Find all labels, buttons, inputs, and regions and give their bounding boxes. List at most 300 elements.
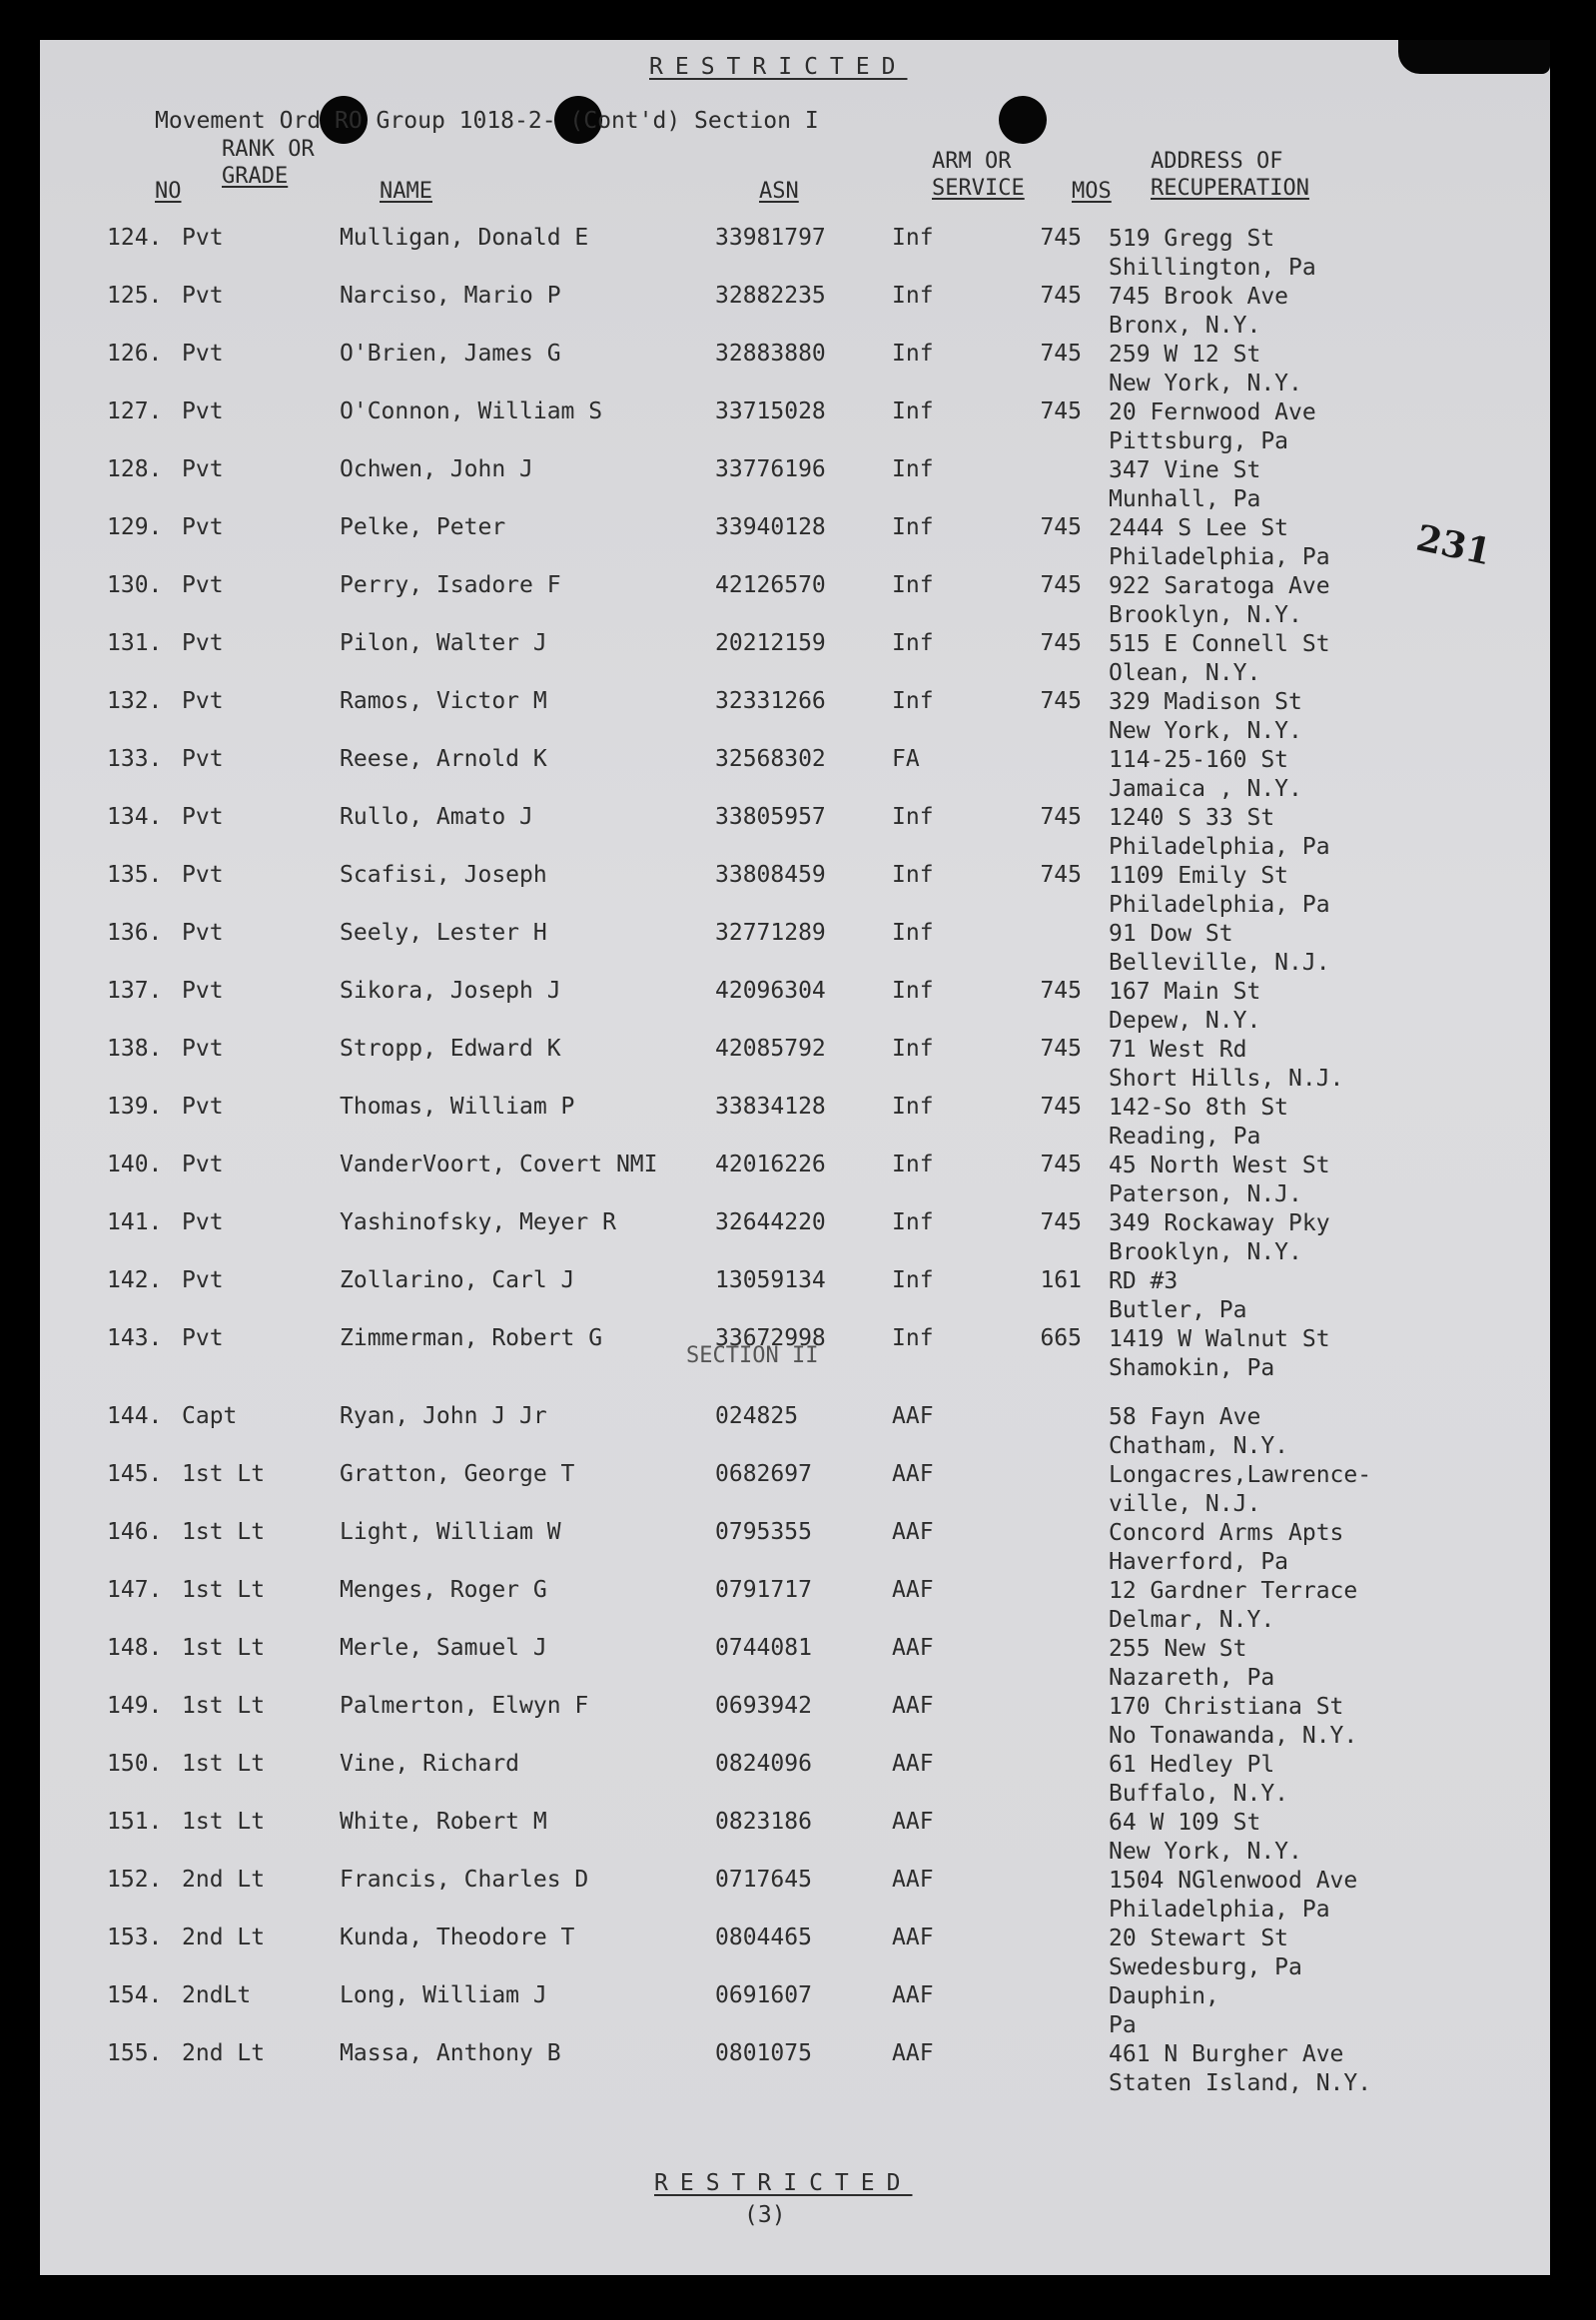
roster-row — [0, 1635, 1510, 1693]
address-line-1: 255 New St — [1109, 1636, 1247, 1662]
entry-number: 134. — [107, 804, 163, 830]
address-line-2: Shamokin, Pa — [1109, 1355, 1275, 1381]
recuperation-address — [1109, 1209, 1330, 1267]
address-line-2: Philadelphia, Pa — [1109, 1897, 1330, 1923]
roster-row — [0, 630, 1510, 688]
address-line-1: 745 Brook Ave — [1109, 284, 1289, 310]
recuperation-address — [1109, 283, 1288, 341]
soldier-name: Pelke, Peter — [340, 514, 506, 540]
rank: Pvt — [182, 630, 224, 656]
service-number: 42126570 — [715, 572, 826, 598]
entry-number: 155. — [107, 2040, 163, 2066]
entry-number: 146. — [107, 1519, 163, 1545]
soldier-name: Mulligan, Donald E — [340, 225, 589, 251]
address-line-1: Dauphin, — [1109, 1983, 1219, 2009]
roster-row — [0, 572, 1510, 630]
service-number: 33981797 — [715, 225, 826, 251]
entry-number: 136. — [107, 920, 163, 946]
service-number: 42085792 — [715, 1036, 826, 1062]
rank: Pvt — [182, 804, 224, 830]
address-line-2: Shillington, Pa — [1109, 255, 1316, 281]
entry-number: 150. — [107, 1751, 163, 1777]
rank: Pvt — [182, 341, 224, 367]
roster-row — [0, 1036, 1510, 1094]
recuperation-address — [1109, 746, 1302, 804]
entry-number: 130. — [107, 572, 163, 598]
address-line-1: RD #3 — [1109, 1268, 1179, 1294]
mos-code: 745 — [1040, 1094, 1082, 1120]
service-number: 32771289 — [715, 920, 826, 946]
roster-row — [0, 1403, 1510, 1461]
service-number: 0791717 — [715, 1577, 812, 1603]
rank: Pvt — [182, 746, 224, 772]
recuperation-address — [1109, 1461, 1371, 1519]
rank: Pvt — [182, 978, 224, 1004]
address-line-2: Haverford, Pa — [1109, 1549, 1289, 1575]
soldier-name: O'Connon, William S — [340, 398, 603, 424]
mos-code: 745 — [1040, 283, 1082, 309]
address-line-1: 515 E Connell St — [1109, 631, 1330, 657]
soldier-name: Sikora, Joseph J — [340, 978, 561, 1004]
address-line-1: 167 Main St — [1109, 979, 1261, 1005]
recuperation-address — [1109, 1325, 1330, 1383]
soldier-name: Massa, Anthony B — [340, 2040, 561, 2066]
arm-or-service: AAF — [892, 1925, 934, 1950]
service-number: 42016226 — [715, 1152, 826, 1177]
rank: Pvt — [182, 1209, 224, 1235]
rank: Pvt — [182, 514, 224, 540]
torn-corner — [1398, 40, 1550, 74]
address-line-2: Swedesburg, Pa — [1109, 1954, 1302, 1980]
service-number: 33715028 — [715, 398, 826, 424]
soldier-name: Thomas, William P — [340, 1094, 575, 1120]
rank: Pvt — [182, 1152, 224, 1177]
roster-row — [0, 1982, 1510, 2040]
soldier-name: Merle, Samuel J — [340, 1635, 547, 1661]
section-2-title: SECTION II — [686, 1343, 819, 1368]
roster-row — [0, 978, 1510, 1036]
soldier-name: Stropp, Edward K — [340, 1036, 561, 1062]
recuperation-address — [1109, 1925, 1302, 1982]
soldier-name: Palmerton, Elwyn F — [340, 1693, 589, 1719]
soldier-name: Scafisi, Joseph — [340, 862, 547, 888]
arm-or-service: Inf — [892, 514, 934, 540]
roster-row — [0, 225, 1510, 283]
soldier-name: Vine, Richard — [340, 1751, 520, 1777]
soldier-name: VanderVoort, Covert NMI — [340, 1152, 658, 1177]
service-number: 33776196 — [715, 456, 826, 482]
recuperation-address — [1109, 688, 1302, 746]
mos-code: 745 — [1040, 1152, 1082, 1177]
service-number: 33834128 — [715, 1094, 826, 1120]
classification-header: RESTRICTED — [649, 54, 908, 80]
recuperation-address — [1109, 1267, 1246, 1325]
roster-row — [0, 1209, 1510, 1267]
address-line-2: Olean, N.Y. — [1109, 660, 1261, 686]
service-number: 33672998 — [715, 1325, 826, 1351]
recuperation-address — [1109, 630, 1330, 688]
rank: Pvt — [182, 283, 224, 309]
address-line-1: 91 Dow St — [1109, 921, 1233, 947]
arm-or-service: AAF — [892, 2040, 934, 2066]
recuperation-address — [1109, 1403, 1288, 1461]
service-number: 0795355 — [715, 1519, 812, 1545]
arm-or-service: AAF — [892, 1751, 934, 1777]
service-number: 0804465 — [715, 1925, 812, 1950]
service-number: 0824096 — [715, 1751, 812, 1777]
entry-number: 151. — [107, 1809, 163, 1835]
soldier-name: Reese, Arnold K — [340, 746, 547, 772]
address-line-1: 20 Fernwood Ave — [1109, 399, 1316, 425]
address-line-2: Pittsburg, Pa — [1109, 428, 1289, 454]
rank: Capt — [182, 1403, 238, 1429]
recuperation-address — [1109, 514, 1330, 572]
address-line-2: New York, N.Y. — [1109, 1839, 1302, 1865]
col-arm-header: ARM OR SERVICE — [932, 149, 1025, 201]
rank: 1st Lt — [182, 1809, 266, 1835]
arm-or-service: Inf — [892, 341, 934, 367]
punch-hole — [999, 96, 1047, 144]
roster-row — [0, 456, 1510, 514]
entry-number: 131. — [107, 630, 163, 656]
rank: 1st Lt — [182, 1577, 266, 1603]
arm-or-service: AAF — [892, 1635, 934, 1661]
address-line-2: No Tonawanda, N.Y. — [1109, 1723, 1358, 1749]
arm-or-service: Inf — [892, 225, 934, 251]
roster-row — [0, 1519, 1510, 1577]
soldier-name: Light, William W — [340, 1519, 561, 1545]
order-reference: Movement Ord RO Group 1018-2- (Cont'd) Section I — [155, 108, 819, 134]
address-line-2: Butler, Pa — [1109, 1297, 1247, 1323]
soldier-name: Long, William J — [340, 1982, 547, 2008]
col-mos-header: MOS — [1072, 179, 1112, 204]
address-line-1: 922 Saratoga Ave — [1109, 573, 1330, 599]
arm-or-service: AAF — [892, 1809, 934, 1835]
recuperation-address — [1109, 1693, 1357, 1751]
arm-or-service: AAF — [892, 1577, 934, 1603]
address-line-1: Longacres,Lawrence- — [1109, 1462, 1372, 1488]
address-line-2: Bronx, N.Y. — [1109, 313, 1261, 339]
roster-row — [0, 1267, 1510, 1325]
address-line-1: 142-So 8th St — [1109, 1095, 1289, 1121]
address-line-2: Philadelphia, Pa — [1109, 892, 1330, 918]
address-line-1: 1419 W Walnut St — [1109, 1326, 1330, 1352]
mos-code: 665 — [1040, 1325, 1082, 1351]
rank: 2nd Lt — [182, 1925, 266, 1950]
rank: Pvt — [182, 920, 224, 946]
service-number: 0801075 — [715, 2040, 812, 2066]
service-number: 024825 — [715, 1403, 799, 1429]
entry-number: 147. — [107, 1577, 163, 1603]
soldier-name: Gratton, George T — [340, 1461, 575, 1487]
rank: 2nd Lt — [182, 1867, 266, 1893]
entry-number: 138. — [107, 1036, 163, 1062]
address-line-1: 114-25-160 St — [1109, 747, 1289, 773]
mos-code: 745 — [1040, 978, 1082, 1004]
recuperation-address — [1109, 804, 1330, 862]
entry-number: 148. — [107, 1635, 163, 1661]
arm-or-service: Inf — [892, 1209, 934, 1235]
service-number: 0744081 — [715, 1635, 812, 1661]
address-line-1: 64 W 109 St — [1109, 1810, 1261, 1836]
service-number: 20212159 — [715, 630, 826, 656]
soldier-name: Zollarino, Carl J — [340, 1267, 575, 1293]
service-number: 0693942 — [715, 1693, 812, 1719]
mos-code: 745 — [1040, 341, 1082, 367]
arm-or-service: Inf — [892, 1267, 934, 1293]
mos-code: 745 — [1040, 572, 1082, 598]
service-number: 32882235 — [715, 283, 826, 309]
roster-row — [0, 1867, 1510, 1925]
soldier-name: Menges, Roger G — [340, 1577, 547, 1603]
address-line-2: Staten Island, N.Y. — [1109, 2070, 1372, 2096]
address-line-2: Reading, Pa — [1109, 1124, 1261, 1150]
recuperation-address — [1109, 341, 1302, 398]
recuperation-address — [1109, 862, 1330, 920]
soldier-name: Seely, Lester H — [340, 920, 547, 946]
mos-code: 745 — [1040, 225, 1082, 251]
rank: 1st Lt — [182, 1693, 266, 1719]
address-line-2: New York, N.Y. — [1109, 371, 1302, 396]
entry-number: 132. — [107, 688, 163, 714]
address-line-2: Pa — [1109, 2012, 1137, 2038]
address-line-2: Delmar, N.Y. — [1109, 1607, 1275, 1633]
mos-code: 745 — [1040, 630, 1082, 656]
address-line-1: 20 Stewart St — [1109, 1926, 1289, 1951]
roster-row — [0, 862, 1510, 920]
arm-or-service: Inf — [892, 1036, 934, 1062]
rank: Pvt — [182, 572, 224, 598]
col-name-header: NAME — [380, 179, 432, 204]
soldier-name: Narciso, Mario P — [340, 283, 561, 309]
rank: Pvt — [182, 398, 224, 424]
address-line-2: Depew, N.Y. — [1109, 1008, 1261, 1034]
soldier-name: Ramos, Victor M — [340, 688, 547, 714]
arm-or-service: AAF — [892, 1867, 934, 1893]
roster-row — [0, 1809, 1510, 1867]
recuperation-address — [1109, 1577, 1357, 1635]
roster-row — [0, 1152, 1510, 1209]
soldier-name: White, Robert M — [340, 1809, 547, 1835]
recuperation-address — [1109, 225, 1316, 283]
mos-code: 745 — [1040, 1209, 1082, 1235]
recuperation-address — [1109, 1809, 1302, 1867]
arm-or-service: Inf — [892, 398, 934, 424]
entry-number: 125. — [107, 283, 163, 309]
address-line-2: ville, N.J. — [1109, 1491, 1261, 1517]
arm-or-service: Inf — [892, 688, 934, 714]
arm-or-service: Inf — [892, 1094, 934, 1120]
mos-code: 745 — [1040, 804, 1082, 830]
service-number: 0691607 — [715, 1982, 812, 2008]
roster-row — [0, 1925, 1510, 1982]
soldier-name: Perry, Isadore F — [340, 572, 561, 598]
soldier-name: Zimmerman, Robert G — [340, 1325, 603, 1351]
roster-row — [0, 1577, 1510, 1635]
entry-number: 143. — [107, 1325, 163, 1351]
rank: Pvt — [182, 225, 224, 251]
address-line-1: 349 Rockaway Pky — [1109, 1210, 1330, 1236]
entry-number: 153. — [107, 1925, 163, 1950]
recuperation-address — [1109, 1982, 1219, 2040]
entry-number: 137. — [107, 978, 163, 1004]
entry-number: 142. — [107, 1267, 163, 1293]
soldier-name: O'Brien, James G — [340, 341, 561, 367]
entry-number: 154. — [107, 1982, 163, 2008]
service-number: 13059134 — [715, 1267, 826, 1293]
rank: Pvt — [182, 862, 224, 888]
mos-code: 745 — [1040, 1036, 1082, 1062]
address-line-2: New York, N.Y. — [1109, 718, 1302, 744]
recuperation-address — [1109, 1519, 1343, 1577]
mos-code: 161 — [1040, 1267, 1082, 1293]
rank: 2ndLt — [182, 1982, 252, 2008]
soldier-name: Yashinofsky, Meyer R — [340, 1209, 616, 1235]
arm-or-service: Inf — [892, 1152, 934, 1177]
soldier-name: Rullo, Amato J — [340, 804, 533, 830]
address-line-1: 519 Gregg St — [1109, 226, 1275, 252]
service-number: 0717645 — [715, 1867, 812, 1893]
recuperation-address — [1109, 456, 1260, 514]
roster-row — [0, 1461, 1510, 1519]
recuperation-address — [1109, 1635, 1274, 1693]
recuperation-address — [1109, 920, 1330, 978]
soldier-name: Pilon, Walter J — [340, 630, 547, 656]
address-line-1: 1504 NGlenwood Ave — [1109, 1868, 1358, 1894]
address-line-1: 71 West Rd — [1109, 1037, 1247, 1063]
soldier-name: Ryan, John J Jr — [340, 1403, 547, 1429]
entry-number: 140. — [107, 1152, 163, 1177]
rank: 1st Lt — [182, 1635, 266, 1661]
service-number: 32644220 — [715, 1209, 826, 1235]
address-line-1: 1240 S 33 St — [1109, 805, 1275, 831]
address-line-1: 461 N Burgher Ave — [1109, 2041, 1344, 2067]
entry-number: 149. — [107, 1693, 163, 1719]
address-line-1: 170 Christiana St — [1109, 1694, 1344, 1720]
col-address-header: ADDRESS OF RECUPERATION — [1151, 149, 1309, 201]
address-line-1: 347 Vine St — [1109, 457, 1261, 483]
entry-number: 144. — [107, 1403, 163, 1429]
rank: Pvt — [182, 1267, 224, 1293]
entry-number: 127. — [107, 398, 163, 424]
soldier-name: Francis, Charles D — [340, 1867, 589, 1893]
roster-row — [0, 746, 1510, 804]
classification-footer: RESTRICTED — [654, 2170, 913, 2196]
address-line-1: 58 Fayn Ave — [1109, 1404, 1261, 1430]
address-line-1: 2444 S Lee St — [1109, 515, 1289, 541]
arm-or-service: Inf — [892, 804, 934, 830]
entry-number: 135. — [107, 862, 163, 888]
address-line-2: Short Hills, N.J. — [1109, 1066, 1344, 1092]
mos-code: 745 — [1040, 514, 1082, 540]
address-line-2: Brooklyn, N.Y. — [1109, 1239, 1302, 1265]
rank: Pvt — [182, 1094, 224, 1120]
page-stamp: 231 — [1412, 516, 1495, 574]
mos-code: 745 — [1040, 688, 1082, 714]
service-number: 33808459 — [715, 862, 826, 888]
entry-number: 133. — [107, 746, 163, 772]
col-no-header: NO — [155, 179, 182, 204]
arm-or-service: AAF — [892, 1693, 934, 1719]
roster-row — [0, 341, 1510, 398]
service-number: 42096304 — [715, 978, 826, 1004]
mos-code: 745 — [1040, 862, 1082, 888]
address-line-1: Concord Arms Apts — [1109, 1520, 1344, 1546]
address-line-2: Paterson, N.J. — [1109, 1181, 1302, 1207]
arm-or-service: AAF — [892, 1403, 934, 1429]
arm-or-service: Inf — [892, 456, 934, 482]
soldier-name: Ochwen, John J — [340, 456, 533, 482]
arm-or-service: AAF — [892, 1982, 934, 2008]
address-line-2: Munhall, Pa — [1109, 486, 1261, 512]
entry-number: 128. — [107, 456, 163, 482]
service-number: 32331266 — [715, 688, 826, 714]
roster-row — [0, 804, 1510, 862]
rank: Pvt — [182, 456, 224, 482]
col-asn-header: ASN — [759, 179, 799, 204]
address-line-1: 259 W 12 St — [1109, 342, 1261, 368]
arm-or-service: Inf — [892, 1325, 934, 1351]
rank: 1st Lt — [182, 1751, 266, 1777]
service-number: 32883880 — [715, 341, 826, 367]
arm-or-service: FA — [892, 746, 920, 772]
mos-code: 745 — [1040, 398, 1082, 424]
address-line-2: Buffalo, N.Y. — [1109, 1781, 1289, 1807]
rank: 2nd Lt — [182, 2040, 266, 2066]
recuperation-address — [1109, 978, 1260, 1036]
arm-or-service: Inf — [892, 920, 934, 946]
entry-number: 152. — [107, 1867, 163, 1893]
col-grade-header: RANK OR GRADE — [222, 137, 315, 189]
recuperation-address — [1109, 398, 1316, 456]
roster-row — [0, 514, 1510, 572]
roster-row — [0, 2040, 1510, 2098]
roster-row — [0, 1751, 1510, 1809]
page-number: (3) — [744, 2202, 786, 2228]
recuperation-address — [1109, 2040, 1371, 2098]
recuperation-address — [1109, 1867, 1357, 1925]
address-line-1: 1109 Emily St — [1109, 863, 1289, 889]
recuperation-address — [1109, 1036, 1343, 1094]
arm-or-service: Inf — [892, 283, 934, 309]
recuperation-address — [1109, 572, 1330, 630]
roster-row — [0, 398, 1510, 456]
address-line-1: 12 Gardner Terrace — [1109, 1578, 1358, 1604]
recuperation-address — [1109, 1152, 1330, 1209]
arm-or-service: Inf — [892, 862, 934, 888]
arm-or-service: Inf — [892, 572, 934, 598]
address-line-1: 329 Madison St — [1109, 689, 1302, 715]
recuperation-address — [1109, 1094, 1288, 1152]
address-line-2: Jamaica , N.Y. — [1109, 776, 1302, 802]
service-number: 0682697 — [715, 1461, 812, 1487]
entry-number: 139. — [107, 1094, 163, 1120]
roster-row — [0, 688, 1510, 746]
rank: 1st Lt — [182, 1519, 266, 1545]
roster-row — [0, 283, 1510, 341]
service-number: 0823186 — [715, 1809, 812, 1835]
rank: Pvt — [182, 1036, 224, 1062]
arm-or-service: AAF — [892, 1519, 934, 1545]
service-number: 32568302 — [715, 746, 826, 772]
roster-row — [0, 1094, 1510, 1152]
address-line-1: 45 North West St — [1109, 1153, 1330, 1178]
roster-row — [0, 920, 1510, 978]
rank: Pvt — [182, 1325, 224, 1351]
entry-number: 124. — [107, 225, 163, 251]
rank: 1st Lt — [182, 1461, 266, 1487]
entry-number: 141. — [107, 1209, 163, 1235]
